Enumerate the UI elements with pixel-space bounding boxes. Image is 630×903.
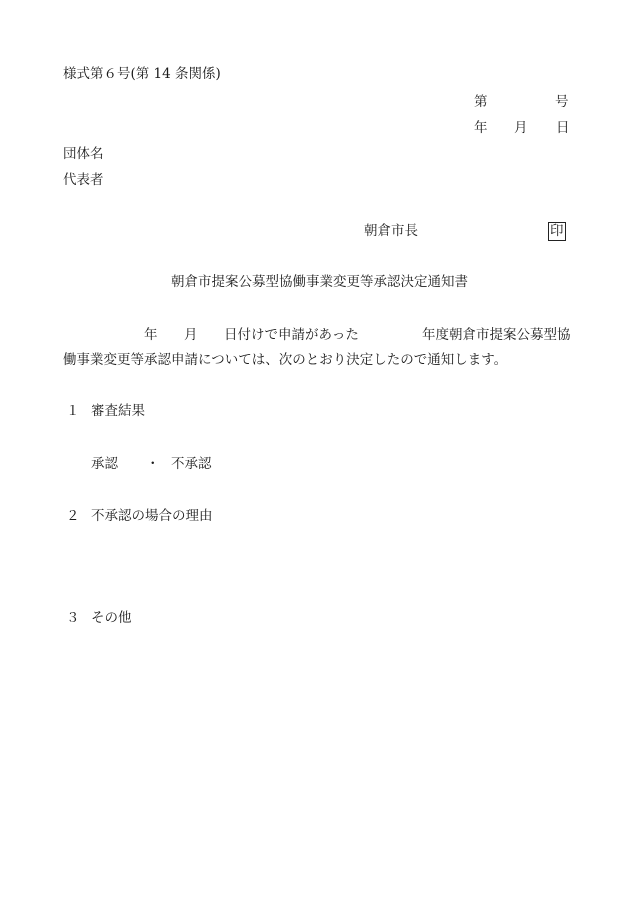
date-month-label: 月 <box>514 120 528 136</box>
form-number: 様式第６号(第 14 条関係) <box>63 66 221 82</box>
reference-number-suffix: 号 <box>555 94 569 110</box>
section-1-title: 審査結果 <box>91 403 145 419</box>
document-title: 朝倉市提案公募型協働事業変更等承認決定通知書 <box>171 274 468 290</box>
section-3-number: ３ <box>66 610 80 626</box>
disapprove-option: 不承認 <box>171 456 212 472</box>
section-2-title: 不承認の場合の理由 <box>91 508 213 524</box>
body-month-label: 月 <box>184 327 198 343</box>
body-year-label: 年 <box>144 327 158 343</box>
body-second-line: 働事業変更等承認申請については、次のとおり決定したので通知します。 <box>63 352 508 368</box>
reference-number-prefix: 第 <box>474 94 488 110</box>
section-2-number: ２ <box>66 508 80 524</box>
seal-mark: 印 <box>550 223 564 239</box>
representative-label: 代表者 <box>63 172 104 188</box>
sender-title: 朝倉市長 <box>364 223 418 239</box>
date-day-label: 日 <box>556 120 570 136</box>
organization-name-label: 団体名 <box>63 146 104 162</box>
section-1-number: １ <box>66 403 80 419</box>
body-fiscal-year-text: 年度朝倉市提案公募型協 <box>422 327 571 343</box>
option-separator: ・ <box>146 456 160 472</box>
section-3-title: その他 <box>91 610 132 626</box>
approve-option: 承認 <box>91 456 118 472</box>
date-year-label: 年 <box>474 120 488 136</box>
body-application-text: 日付けで申請があった <box>224 327 359 343</box>
